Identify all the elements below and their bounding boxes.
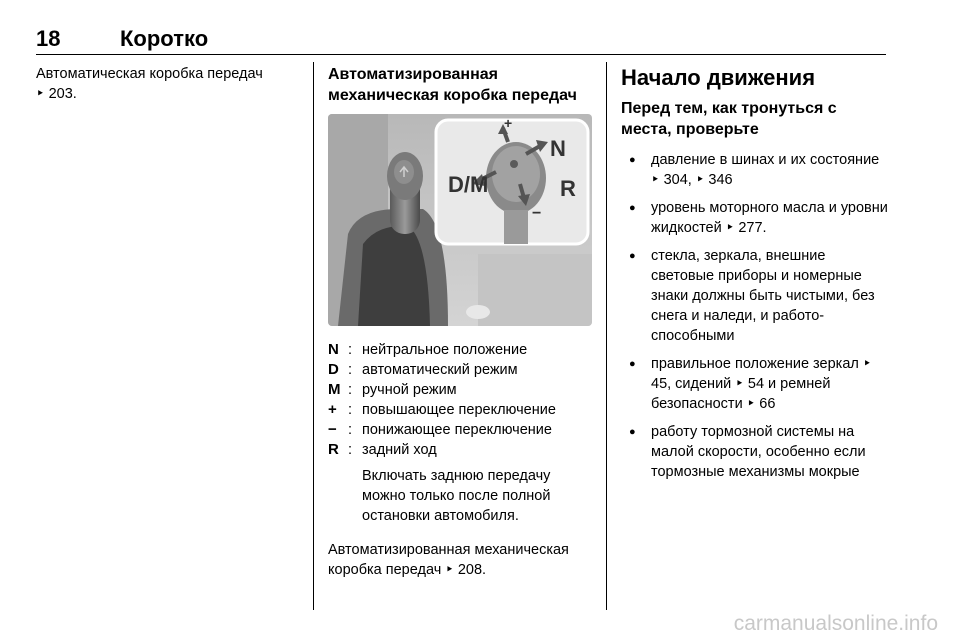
legend-row (328, 440, 596, 460)
legend-text: ручной режим (362, 382, 457, 398)
legend-separator: : (348, 382, 353, 398)
column-divider-1 (313, 62, 314, 610)
checklist (621, 150, 891, 482)
legend-text: повышающее переключение (362, 402, 556, 418)
figure-label-plus: + (504, 115, 513, 131)
legend-key: − (328, 421, 337, 438)
legend-separator: : (348, 422, 353, 438)
column-1 (36, 64, 306, 104)
legend-separator: : (348, 342, 353, 358)
legend-row (328, 420, 596, 440)
watermark: carmanualsonline.info (733, 612, 938, 635)
page-title: Коротко (120, 26, 209, 51)
legend-key: D (328, 361, 339, 378)
figure-label-minus: − (532, 205, 542, 222)
legend-row (328, 360, 596, 380)
reverse-gear-note: Включать заднюю передачу можно только после полной остановки автомобиля. (362, 468, 551, 524)
legend-key: + (328, 401, 337, 418)
legend-text: понижающее переключение (362, 422, 552, 438)
legend-row (328, 400, 596, 420)
list-item: ● правильное положение зеркал ‣ 45, сидений ‣ 54 и ремней безопасности ‣ 66 (621, 354, 891, 414)
cross-reference-text: Автоматическая коробка передач ‣ 203. (36, 66, 263, 102)
figure-label-r: R (560, 176, 576, 201)
legend-key: M (328, 381, 341, 398)
gear-legend (328, 340, 596, 526)
legend-separator: : (348, 362, 353, 378)
page-number: 18 (36, 26, 61, 51)
legend-key: N (328, 341, 339, 358)
legend-row (328, 340, 596, 360)
list-item: ● работу тормозной системы на малой скорости, особенно если тормозные механизмы мокрые (621, 422, 891, 482)
section-heading-amt: Автоматизированная механическая коробка передач (328, 66, 577, 104)
list-item: ● уровень моторного масла и уровни жидкостей ‣ 277. (621, 198, 891, 238)
figure-label-dm: D/M (448, 172, 489, 197)
column-2 (328, 64, 596, 580)
subheading-check: Перед тем, как тронуться с места, проверьте (621, 100, 837, 138)
legend-row (328, 380, 596, 400)
legend-text: нейтральное положение (362, 342, 528, 358)
figure-label-n: N (550, 136, 566, 161)
gear-selector-figure (328, 114, 592, 326)
cross-reference-amt: Автоматизированная механическая коробка передач ‣ 208. (328, 542, 569, 578)
list-item: ● давление в шинах и их состояние ‣ 304, ‣ 346 (621, 150, 891, 190)
column-3 (621, 64, 891, 490)
legend-separator: : (348, 402, 353, 418)
legend-text: автоматический режим (362, 362, 518, 378)
section-heading-start: Начало движения (621, 65, 816, 90)
list-item: ● стекла, зеркала, внешние световые приборы и номерные знаки должны быть чистыми, без снега и наледи, и работоспособными (621, 246, 891, 346)
legend-separator: : (348, 442, 353, 458)
legend-text: задний ход (362, 442, 437, 458)
legend-key: R (328, 441, 339, 458)
gear-selector-illustration (328, 114, 592, 326)
column-divider-2 (606, 62, 607, 610)
page-header (36, 24, 886, 55)
